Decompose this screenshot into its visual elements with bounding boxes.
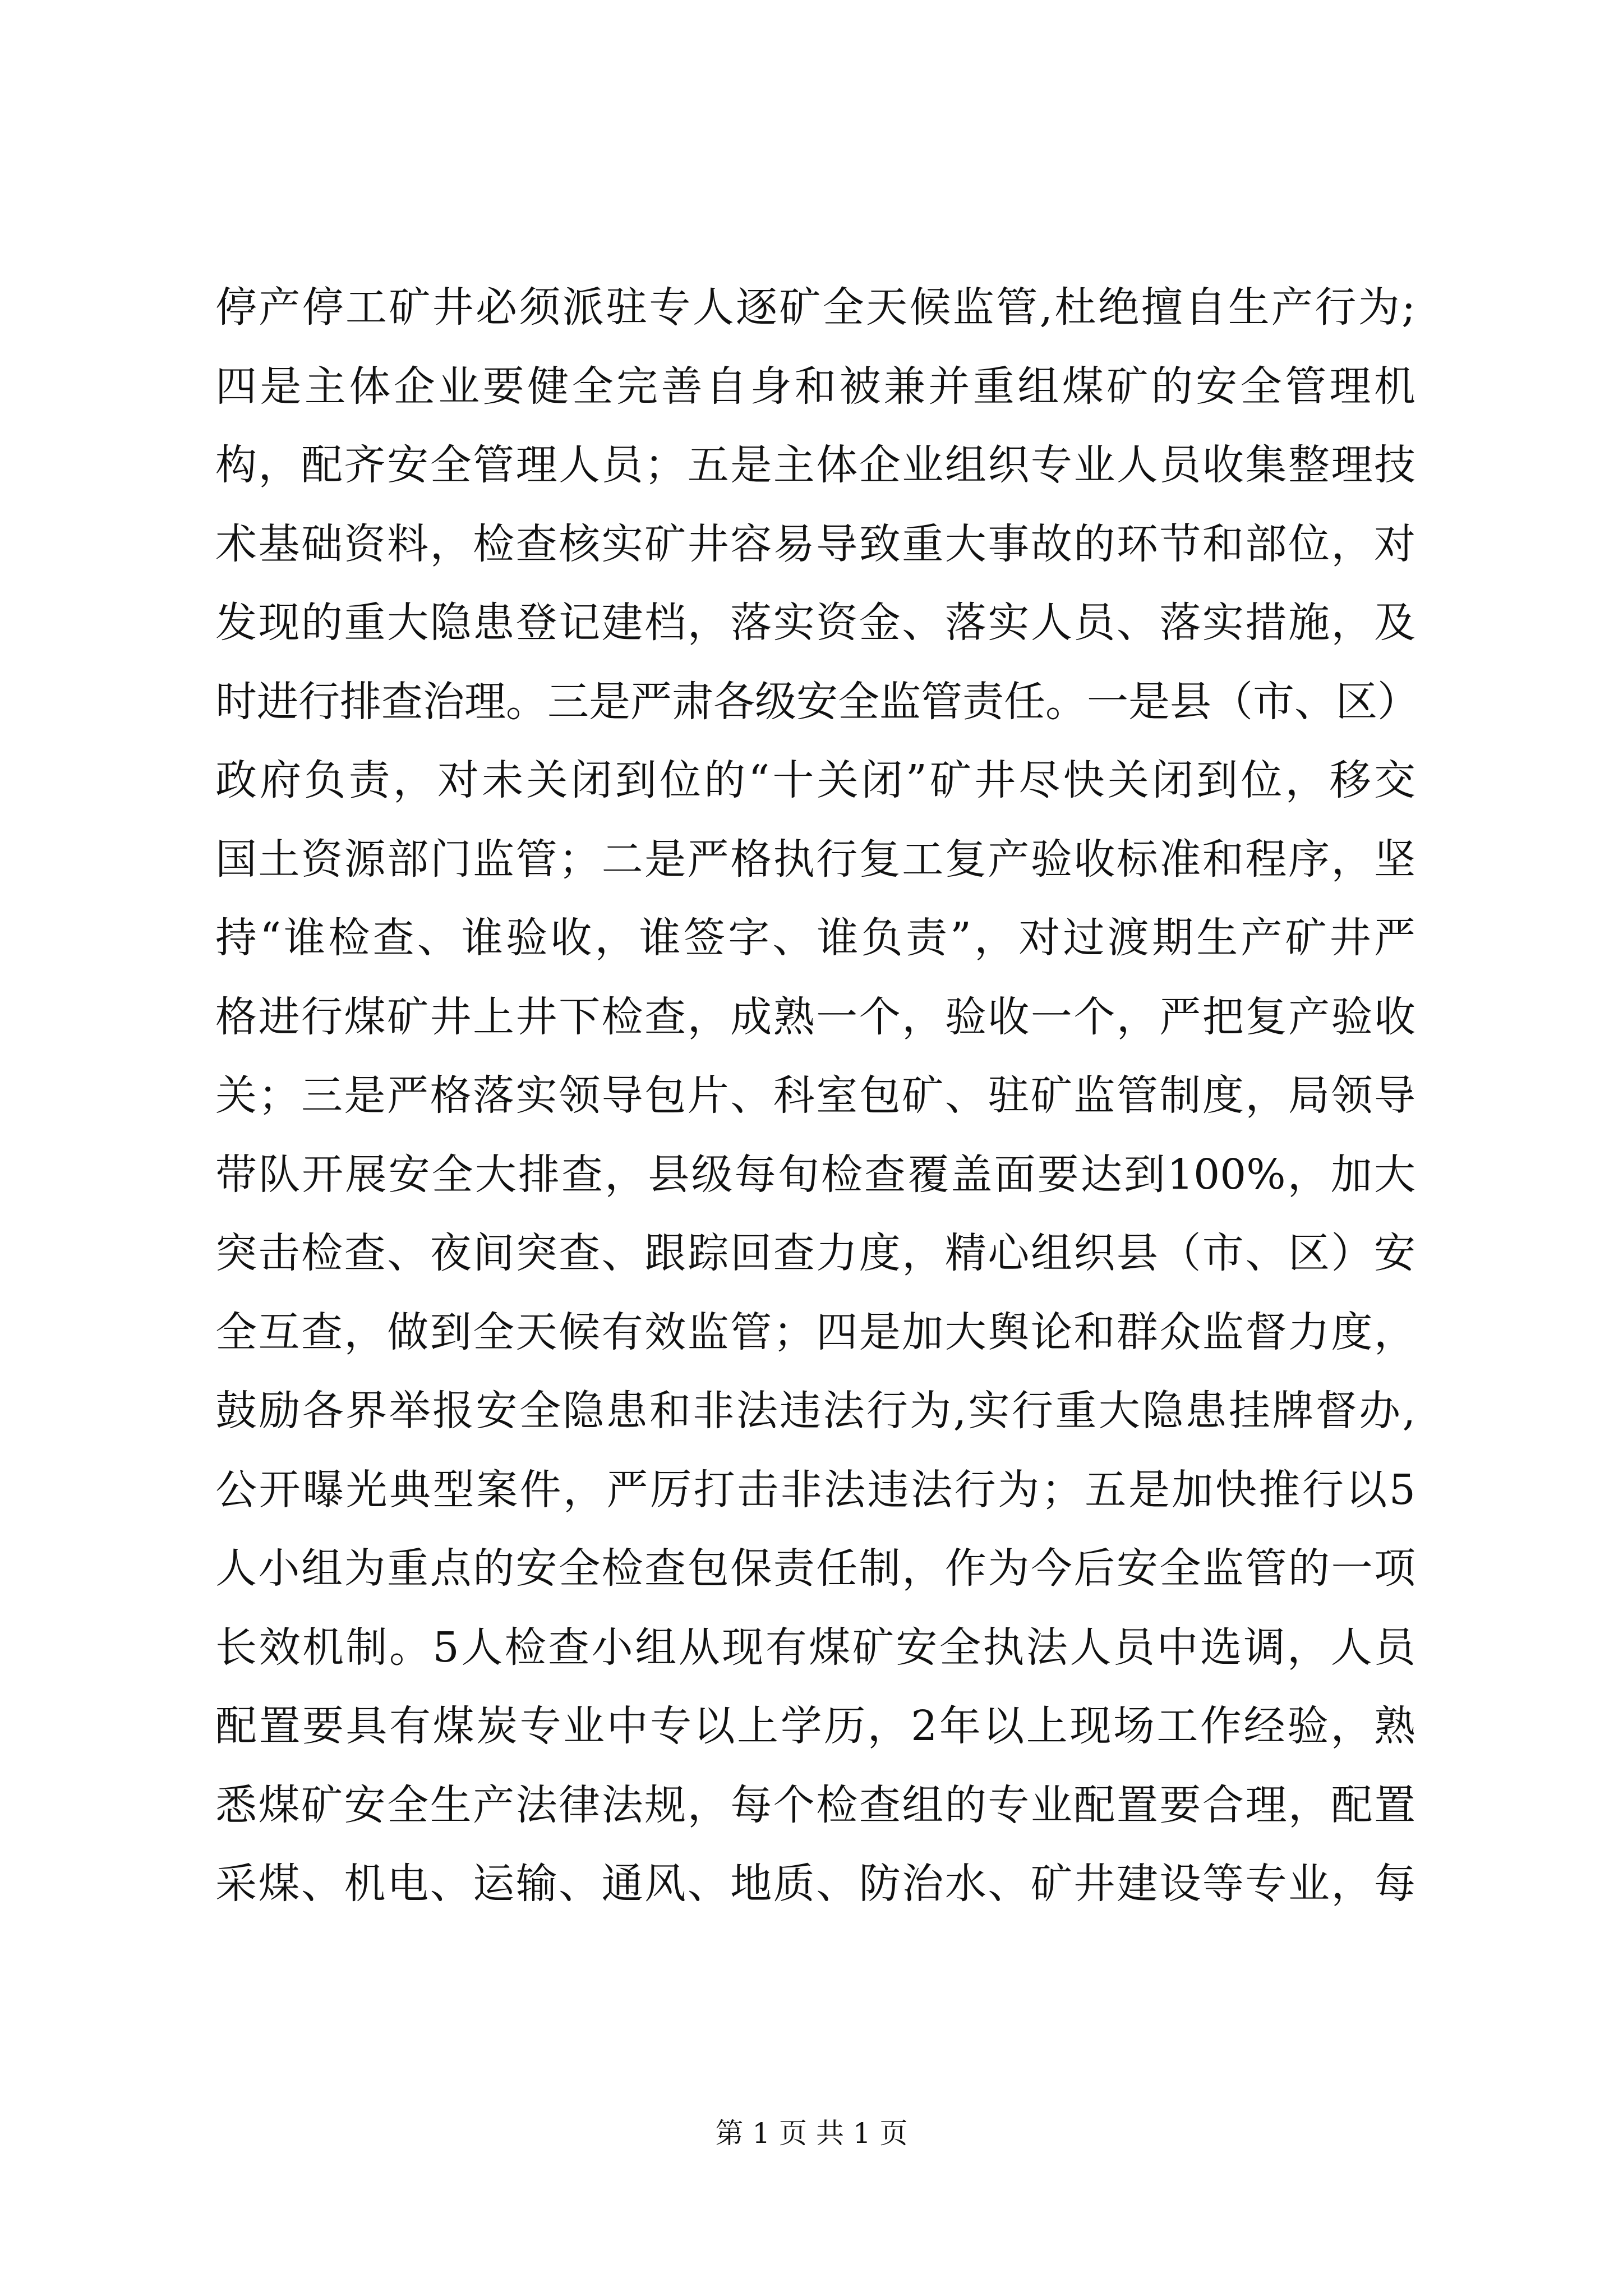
text-line: 采煤、机电、运输、通风、地质、防治水、矿井建设等专业，每 xyxy=(215,1860,1415,1908)
text-line: 国土资源部门监管；二是严格执行复工复产验收标准和程序，坚 xyxy=(215,835,1415,884)
text-line: 人小组为重点的安全检查包保责任制，作为今后安全监管的一项 xyxy=(215,1544,1415,1593)
text-line: 发现的重大隐患登记建档，落实资金、落实人员、落实措施，及 xyxy=(215,599,1415,647)
text-line: 术基础资料，检查核实矿井容易导致重大事故的环节和部位，对 xyxy=(215,519,1415,568)
text-line: 关；三是严格落实领导包片、科室包矿、驻矿监管制度，局领导 xyxy=(215,1071,1415,1120)
text-line: 突击检查、夜间突查、跟踪回查力度，精心组织县（市、区）安 xyxy=(215,1229,1415,1277)
page-number: 第 1 页 共 1 页 xyxy=(715,2117,908,2150)
body-text xyxy=(215,268,1419,1924)
text-line: 时进行排查治理。三是严肃各级安全监管责任。一是县（市、区） xyxy=(215,677,1419,726)
text-line: 政府负责，对未关闭到位的“十关闭”矿井尽快关闭到位，移交 xyxy=(215,756,1415,804)
text-line: 全互查，做到全天候有效监管；四是加大舆论和群众监督力度， xyxy=(215,1308,1415,1356)
text-line: 长效机制。5人检查小组从现有煤矿安全执法人员中选调，人员 xyxy=(215,1623,1415,1672)
text-line: 构，配齐安全管理人员；五是主体企业组织专业人员收集整理技 xyxy=(215,441,1415,489)
text-line: 带队开展安全大排查，县级每旬检查覆盖面要达到100%，加大 xyxy=(215,1150,1415,1199)
page-footer xyxy=(0,2114,1623,2153)
text-line: 配置要具有煤炭专业中专以上学历，2年以上现场工作经验，熟 xyxy=(215,1702,1415,1750)
text-line: 公开曝光典型案件，严厉打击非法违法行为；五是加快推行以5 xyxy=(215,1465,1415,1514)
text-line: 悉煤矿安全生产法律法规，每个检查组的专业配置要合理，配置 xyxy=(215,1780,1415,1829)
text-line: 停产停工矿井必须派驻专人逐矿全天候监管,杜绝擅自生产行为; xyxy=(215,283,1415,332)
text-line: 四是主体企业要健全完善自身和被兼并重组煤矿的安全管理机 xyxy=(215,362,1415,411)
text-line: 持“谁检查、谁验收，谁签字、谁负责”，对过渡期生产矿井严 xyxy=(215,914,1415,962)
text-line: 格进行煤矿井上井下检查，成熟一个，验收一个，严把复产验收 xyxy=(215,992,1415,1041)
text-line: 鼓励各界举报安全隐患和非法违法行为,实行重大隐患挂牌督办, xyxy=(215,1387,1415,1435)
